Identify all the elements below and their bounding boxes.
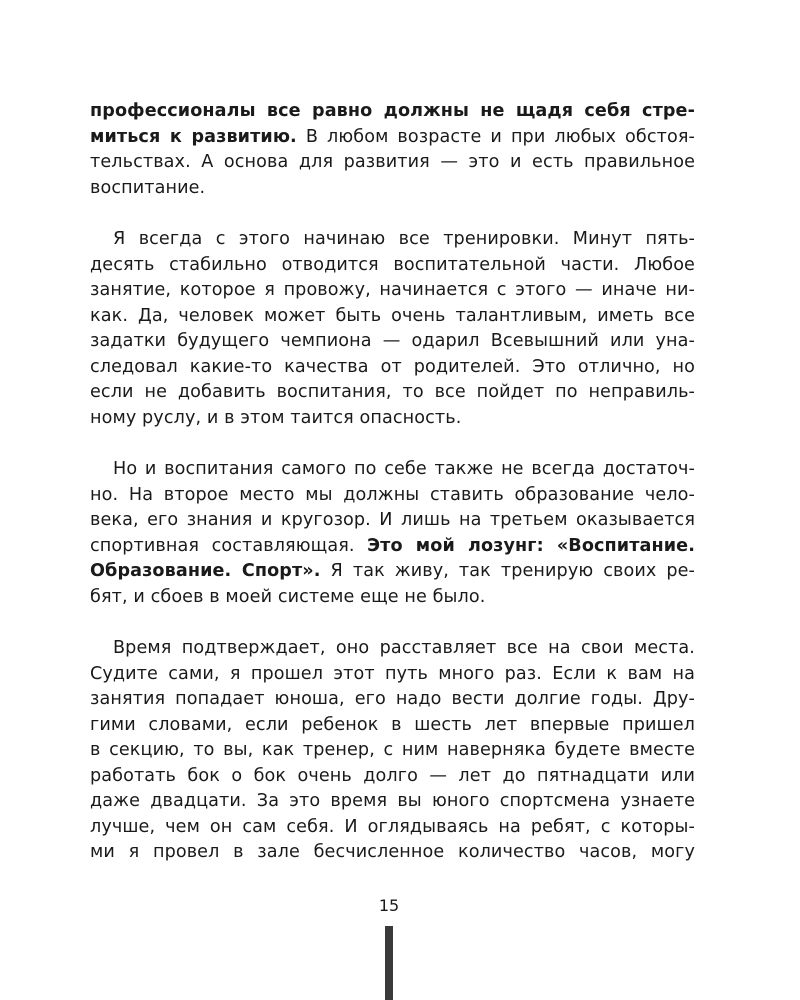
bold-text-run: профессионалы все равно должны не щадя себя стре- — [90, 101, 695, 121]
text-line — [90, 815, 695, 841]
text-line — [90, 329, 695, 355]
paragraph — [90, 99, 695, 201]
text-run: века, его знания и кругозор. И лишь на третьем оказывается — [90, 510, 695, 530]
text-line — [90, 406, 695, 432]
text-line — [90, 150, 695, 176]
text-run: лучше, чем он сам себя. И оглядываясь на ребят, с которы- — [90, 816, 695, 837]
text-run: работать бок о бок очень долго — лет до пятнадцати или — [90, 765, 695, 786]
text-line — [90, 534, 695, 560]
text-run: занятие, которое я провожу, начинается с этого — иначе ни- — [90, 280, 695, 300]
text-run: если не добавить воспитания, то все пойдет по неправиль- — [90, 382, 695, 402]
text-run: но. На второе место мы должны ставить образование чело- — [90, 484, 695, 505]
text-line — [90, 662, 695, 688]
text-run: Но и воспитания самого по себе также не всегда достаточ- — [113, 459, 695, 479]
text-line — [90, 125, 695, 151]
text-run: воспитание. — [90, 177, 206, 198]
text-line — [90, 176, 695, 202]
bold-text-run: миться к развитию. — [90, 126, 297, 147]
text-line — [90, 738, 695, 764]
text-line — [90, 483, 695, 509]
text-line — [90, 636, 695, 662]
text-line — [90, 789, 695, 815]
text-line — [90, 559, 695, 585]
paragraph — [90, 227, 695, 431]
text-run: десять стабильно отводится воспитательной части. Любое — [90, 254, 695, 275]
text-run: задатки будущего чемпиона — одарил Всевышний или уна- — [90, 331, 695, 351]
paragraph — [90, 457, 695, 610]
page-edge-marker — [385, 926, 393, 1000]
text-line — [90, 713, 695, 739]
text-line — [90, 380, 695, 406]
text-run: занятия попадает юноша, его надо вести долгие годы. Дру- — [90, 689, 695, 709]
page-number: 15 — [378, 896, 400, 915]
text-line — [90, 508, 695, 534]
text-line — [90, 687, 695, 713]
text-run: ми я провел в зале бесчисленное количество часов, могу — [90, 842, 695, 862]
text-line — [90, 227, 695, 253]
bold-text-run: Это мой лозунг: «Воспитание. — [367, 535, 695, 556]
text-line — [90, 253, 695, 279]
text-run: спортивная составляющая. — [90, 535, 368, 556]
text-run: гими словами, если ребенок в шесть лет впервые пришел — [90, 714, 695, 735]
text-run: бят, и сбоев в моей системе еще не было. — [90, 586, 486, 607]
text-line — [90, 278, 695, 304]
text-line — [90, 457, 695, 483]
text-run: даже двадцати. За это время вы юного спортсмена узнаете — [90, 791, 695, 811]
paragraph — [90, 636, 695, 866]
text-line — [90, 99, 695, 125]
text-run: в секцию, то вы, как тренер, с ним наверняка будете вместе — [90, 740, 695, 760]
text-run: Время подтверждает, оно расставляет все на свои места. — [113, 638, 695, 658]
text-run: В любом возрасте и при любых обстоя- — [296, 126, 695, 147]
text-run: Судите сами, я прошел этот путь много раз. Если к вам на — [90, 663, 695, 684]
text-run: Я всегда с этого начинаю все тренировки. Минут пять- — [113, 229, 695, 249]
text-line — [90, 585, 695, 611]
text-run: тельствах. А основа для развития — это и есть правильное — [90, 152, 695, 172]
text-line — [90, 304, 695, 330]
text-run: ному руслу, и в этом таится опасность. — [90, 407, 462, 428]
body-text — [90, 99, 695, 866]
text-run: Я так живу, так тренирую своих ре- — [320, 561, 696, 581]
text-line — [90, 840, 695, 866]
text-line — [90, 764, 695, 790]
text-run: как. Да, человек может быть очень талантливым, иметь все — [90, 305, 695, 326]
bold-text-run: Образование. Спорт». — [90, 561, 321, 581]
text-line — [90, 355, 695, 381]
text-run: следовал какие-то качества от родителей. Это отлично, но — [90, 356, 695, 377]
